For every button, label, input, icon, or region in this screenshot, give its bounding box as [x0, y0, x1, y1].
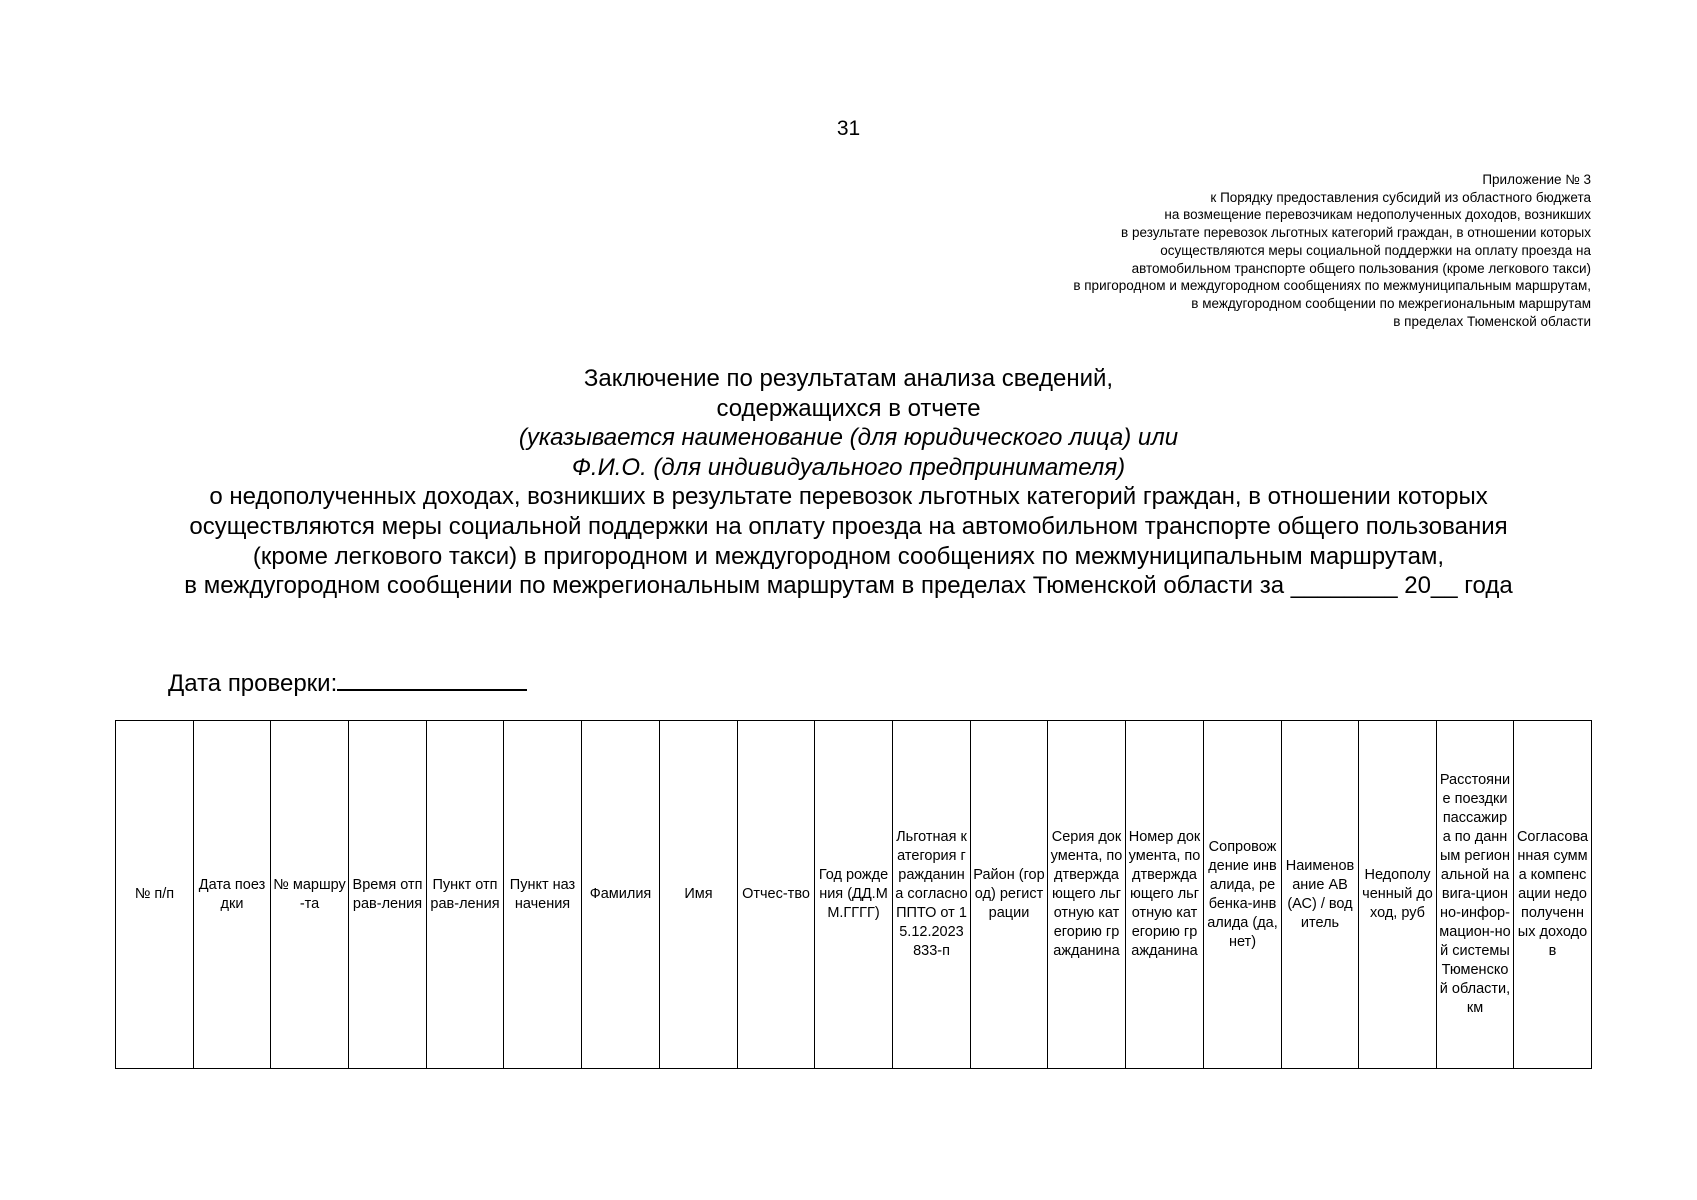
title-line: в междугородном сообщении по межрегиональным маршрутам в пределах Тюменской области за ________ 20__ года — [184, 572, 1513, 600]
header-cell-surname: Фамилия — [582, 721, 660, 1069]
header-cell-birth-date: Год рождения (ДД.ММ.ГГГГ) — [815, 721, 893, 1069]
title-italic-line: Ф.И.О. (для индивидуального предпринимателя) — [571, 453, 1126, 481]
appendix-line: в пределах Тюменской области — [1393, 313, 1591, 329]
header-cell-registration-district: Район (город) регистрации — [971, 721, 1048, 1069]
title-line: (кроме легкового такси) в пригородном и междугородном сообщениях по межмуниципальным маршрутам, — [252, 542, 1445, 570]
appendix-line: в междугородном сообщении по межрегиональным маршрутам — [1191, 295, 1591, 311]
appendix-line: в результате перевозок льготных категорий граждан, в отношении которых — [1121, 225, 1591, 241]
appendix-line: Приложение № 3 — [1482, 172, 1591, 187]
header-cell-escort: Сопровождение инвалида, ребенка-инвалида (да, нет) — [1204, 721, 1282, 1069]
appendix-line: на возмещение перевозчикам недополученных доходов, возникших — [1164, 207, 1591, 223]
table-header-row — [116, 721, 1592, 1069]
header-cell-patronymic: Отчес-тво — [738, 721, 815, 1069]
check-date — [168, 667, 527, 699]
header-cell-route-number: № маршру-та — [271, 721, 349, 1069]
header-cell-first-name: Имя — [660, 721, 738, 1069]
header-cell-agreed-compensation: Согласованная сумма компенсации недополученных доходов — [1514, 721, 1592, 1069]
header-cell-document-series: Серия документа, подтверждающего льготную категорию гражданина — [1048, 721, 1126, 1069]
title-italic-line: (указывается наименование (для юридического лица) или — [518, 424, 1179, 452]
title-line: осуществляются меры социальной поддержки на оплату проезда на автомобильном транспорте общего пользования — [189, 512, 1508, 540]
header-cell-trip-date: Дата поездки — [194, 721, 271, 1069]
header-cell-benefit-category: Льготная категория гражданина согласно ППТО от 15.12.2023 833-п — [893, 721, 971, 1069]
page-number: 31 — [836, 117, 861, 140]
appendix-line: в пригородном и междугородном сообщениях по межмуниципальным маршрутам, — [1073, 278, 1591, 294]
header-cell-number: № п/п — [116, 721, 194, 1069]
appendix-header — [1073, 171, 1591, 330]
appendix-line: к Порядку предоставления субсидий из областного бюджета — [1210, 189, 1591, 205]
header-cell-departure-point: Пункт отправ-ления — [427, 721, 504, 1069]
document-title — [0, 364, 1697, 601]
header-cell-document-number: Номер документа, подтверждающего льготную категорию гражданина — [1126, 721, 1204, 1069]
title-line: Заключение по результатам анализа сведений, — [583, 365, 1114, 392]
header-cell-destination-point: Пункт назначения — [504, 721, 582, 1069]
appendix-line: автомобильном транспорте общего пользования (кроме легкового такси) — [1131, 260, 1591, 276]
header-cell-departure-time: Время отправ-ления — [349, 721, 427, 1069]
header-cell-lost-income: Недополученный доход, руб — [1359, 721, 1437, 1069]
title-line: о недополученных доходах, возникших в результате перевозок льготных категорий граждан, в отношении которых — [209, 483, 1488, 511]
check-date-label: Дата проверки: — [168, 670, 338, 697]
header-cell-station-driver: Наименование АВ (АС) / водитель — [1282, 721, 1359, 1069]
header-cell-trip-distance: Расстояние поездки пассажира по данным региональной навига-ционно-инфор-мацион-ной системы Тюменской области, км — [1437, 721, 1514, 1069]
check-date-blank-field — [337, 667, 527, 691]
title-line: содержащихся в отчете — [716, 394, 981, 422]
report-table — [115, 720, 1592, 1069]
appendix-line: осуществляются меры социальной поддержки на оплату проезда на — [1160, 242, 1591, 258]
